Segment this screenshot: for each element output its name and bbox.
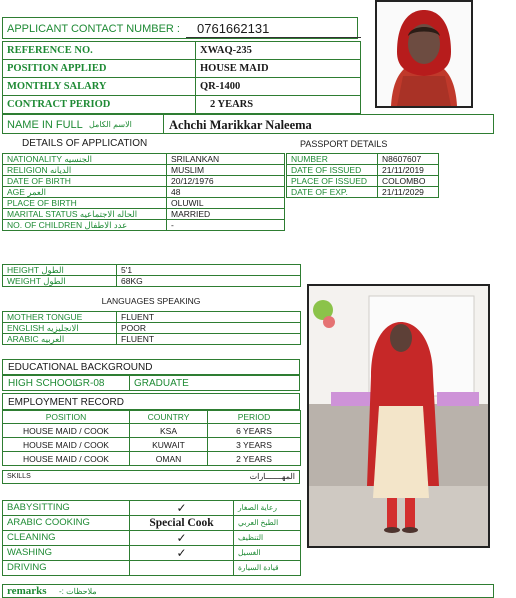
table-row: HOUSE MAID / COOK KSA 6 YEARS	[3, 424, 301, 438]
passport-title: PASSPORT DETAILS	[300, 139, 388, 149]
employment-title: EMPLOYMENT RECORD	[8, 397, 124, 408]
reference-value: XWAQ-235	[196, 42, 361, 60]
religion-value: MUSLIM	[167, 165, 285, 176]
age-value: 48	[167, 187, 285, 198]
remarks-row	[2, 584, 494, 598]
birthplace-label: PLACE OF BIRTH	[3, 198, 167, 209]
english-label: ENGLISH الانجليزيه	[3, 323, 117, 334]
details-table	[2, 153, 285, 231]
table-row: HOUSE MAID / COOK OMAN 2 YEARS	[3, 452, 301, 466]
education-status: GRADUATE	[134, 378, 189, 389]
contact-underline	[186, 37, 361, 38]
header-table	[2, 41, 361, 114]
education-row	[2, 375, 300, 391]
employment-header-country: COUNTRY	[130, 411, 208, 424]
marital-value: MARRIED	[167, 209, 285, 220]
washing-mark: ✓	[130, 546, 234, 561]
contact-row	[2, 17, 358, 39]
details-title: DETAILS OF APPLICATION	[22, 138, 148, 149]
marital-label: MARITAL STATUS الحاله الاجتماعيه	[3, 209, 167, 220]
arabic-cooking-arabic: الطبخ العربي	[234, 516, 301, 531]
weight-value: 68KG	[117, 276, 301, 287]
arabic-label: ARABIC العربيه	[3, 334, 117, 345]
education-grade: GR-08	[75, 378, 105, 389]
passport-issued-value: 21/11/2019	[378, 165, 439, 176]
arabic-value: FLUENT	[117, 334, 301, 345]
name-label: NAME IN FULL	[7, 119, 83, 131]
skills-header-row	[2, 470, 300, 484]
driving-label: DRIVING	[3, 561, 130, 576]
age-label: AGE العمر	[3, 187, 167, 198]
religion-label: RELIGION الديانه	[3, 165, 167, 176]
weight-label: WEIGHT الطول	[3, 276, 117, 287]
children-label: NO. OF CHILDREN عدد الاطفال	[3, 220, 167, 231]
employment-table	[2, 410, 301, 466]
contact-label: APPLICANT CONTACT NUMBER :	[7, 23, 180, 35]
table-row	[3, 546, 301, 561]
contact-value: 0761662131	[197, 21, 270, 36]
position-value: HOUSE MAID	[196, 60, 361, 78]
passport-place-value: COLOMBO	[378, 176, 439, 187]
cleaning-label: CLEANING	[3, 531, 130, 546]
height-value: 5'1	[117, 265, 301, 276]
salary-label: MONTHLY SALARY	[3, 78, 196, 96]
contract-label: CONTRACT PERIOD	[3, 96, 196, 114]
dob-label: DATE OF BIRTH	[3, 176, 167, 187]
languages-table	[2, 311, 301, 345]
nationality-value: SRILANKAN	[167, 154, 285, 165]
passport-table	[286, 153, 439, 198]
reference-label: REFERENCE NO.	[3, 42, 196, 60]
passport-number-value: N8607607	[378, 154, 439, 165]
fullbody-photo	[307, 284, 490, 548]
height-label: HEIGHT الطول	[3, 265, 117, 276]
dob-value: 20/12/1976	[167, 176, 285, 187]
driving-mark	[130, 561, 234, 576]
employment-title-row	[2, 393, 300, 410]
babysitting-label: BABYSITTING	[3, 501, 130, 516]
name-label-arabic: الاسم الكامل	[89, 120, 132, 129]
table-row	[3, 501, 301, 516]
languages-title: LANGUAGES SPEAKING	[101, 296, 201, 306]
employment-header-position: POSITION	[3, 411, 130, 424]
arabic-cooking-label: ARABIC COOKING	[3, 516, 130, 531]
washing-arabic: الغسيل	[234, 546, 301, 561]
employment-header-period: PERIOD	[208, 411, 301, 424]
babysitting-arabic: رعاية الصغار	[234, 501, 301, 516]
table-row	[3, 516, 301, 531]
contract-value: 2 YEARS	[196, 96, 361, 114]
name-value: Achchi Marikkar Naleema	[169, 118, 312, 132]
table-row	[3, 531, 301, 546]
driving-arabic: قيادة السيارة	[234, 561, 301, 576]
mother-tongue-value: FLUENT	[117, 312, 301, 323]
education-title-row	[2, 359, 300, 375]
passport-exp-value: 21/11/2029	[378, 187, 439, 198]
name-row	[2, 114, 494, 134]
position-label: POSITION APPLIED	[3, 60, 196, 78]
physical-table	[2, 264, 301, 287]
passport-issued-label: DATE OF ISSUED	[287, 165, 378, 176]
mother-tongue-label: MOTHER TONGUE	[3, 312, 117, 323]
washing-label: WASHING	[3, 546, 130, 561]
passport-number-label: NUMBER	[287, 154, 378, 165]
remarks-label: remarks	[7, 585, 47, 597]
arabic-cooking-mark: Special Cook	[130, 516, 234, 531]
table-row	[3, 561, 301, 576]
children-value: -	[167, 220, 285, 231]
skills-table	[2, 500, 301, 576]
cleaning-mark: ✓	[130, 531, 234, 546]
salary-value: QR-1400	[196, 78, 361, 96]
birthplace-value: OLUWIL	[167, 198, 285, 209]
passport-place-label: PLACE OF ISSUED	[287, 176, 378, 187]
cleaning-arabic: التنظيف	[234, 531, 301, 546]
nationality-label: NATIONALITY الجنسيه	[3, 154, 167, 165]
education-title: EDUCATIONAL BACKGROUND	[8, 362, 153, 373]
passport-exp-label: DATE OF EXP.	[287, 187, 378, 198]
remarks-arabic: ملاحظات :-	[59, 587, 97, 596]
table-row: HOUSE MAID / COOK KUWAIT 3 YEARS	[3, 438, 301, 452]
english-value: POOR	[117, 323, 301, 334]
babysitting-mark: ✓	[130, 501, 234, 516]
education-level: HIGH SCHOOL	[8, 378, 79, 389]
skills-label: SKILLS	[7, 473, 31, 480]
headshot-photo	[375, 0, 473, 108]
skills-arabic: المهـــــــارات	[249, 472, 295, 481]
